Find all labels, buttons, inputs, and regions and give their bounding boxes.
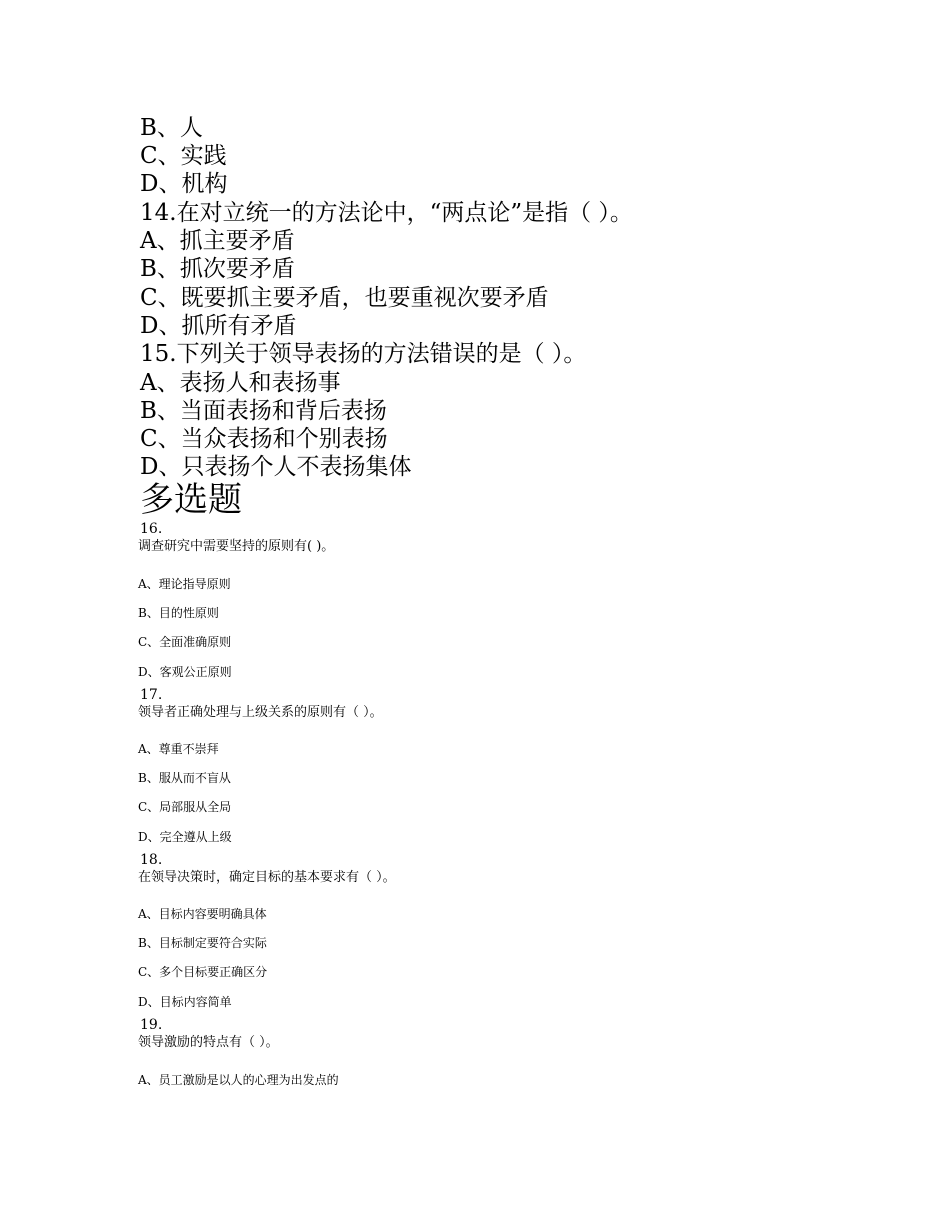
option-c: C、实践 <box>140 143 227 169</box>
q14-option-c: C、既要抓主要矛盾，也要重视次要矛盾 <box>140 285 549 311</box>
q18-option-d: D、目标内容简单 <box>138 995 232 1009</box>
question-18-number: 18. <box>140 852 163 868</box>
question-16-number: 16. <box>140 521 163 537</box>
q14-option-d: D、抓所有矛盾 <box>140 313 297 339</box>
q16-option-b: B、目的性原则 <box>138 606 219 620</box>
question-19-number: 19. <box>140 1017 163 1033</box>
q18-option-c: C、多个目标要正确区分 <box>138 965 268 979</box>
question-14: 14.在对立统一的方法论中，“两点论”是指（ ）。 <box>140 200 633 226</box>
q16-option-c: C、全面准确原则 <box>138 635 232 649</box>
q15-option-a: A、表扬人和表扬事 <box>140 370 341 396</box>
q15-option-d: D、只表扬个人不表扬集体 <box>140 454 412 480</box>
q18-option-a: A、目标内容要明确具体 <box>138 907 267 921</box>
option-d: D、机构 <box>140 171 228 197</box>
q17-option-d: D、完全遵从上级 <box>138 830 232 844</box>
q18-option-b: B、目标制定要符合实际 <box>138 936 267 950</box>
question-15: 15.下列关于领导表扬的方法错误的是（ ）。 <box>140 341 587 367</box>
q17-option-b: B、服从而不盲从 <box>138 771 231 785</box>
q15-option-c: C、当众表扬和个别表扬 <box>140 426 388 452</box>
q16-option-a: A、理论指导原则 <box>138 577 231 591</box>
question-17-text: 领导者正确处理与上级关系的原则有（ ）。 <box>138 705 383 720</box>
option-b: B、人 <box>140 115 203 141</box>
q16-option-d: D、客观公正原则 <box>138 665 232 679</box>
q14-option-a: A、抓主要矛盾 <box>140 228 295 254</box>
q14-option-b: B、抓次要矛盾 <box>140 256 295 282</box>
q19-option-a: A、员工激励是以人的心理为出发点的 <box>138 1073 339 1087</box>
question-19-text: 领导激励的特点有（ ）。 <box>138 1035 279 1050</box>
question-16-text: 调查研究中需要坚持的原则有( )。 <box>138 539 335 554</box>
section-heading-multiple-choice: 多选题 <box>140 480 242 520</box>
q17-option-a: A、尊重不崇拜 <box>138 742 219 756</box>
q17-option-c: C、局部服从全局 <box>138 800 232 814</box>
q15-option-b: B、当面表扬和背后表扬 <box>140 398 387 424</box>
question-18-text: 在领导决策时，确定目标的基本要求有（ ）。 <box>138 870 396 885</box>
question-17-number: 17. <box>140 687 163 703</box>
